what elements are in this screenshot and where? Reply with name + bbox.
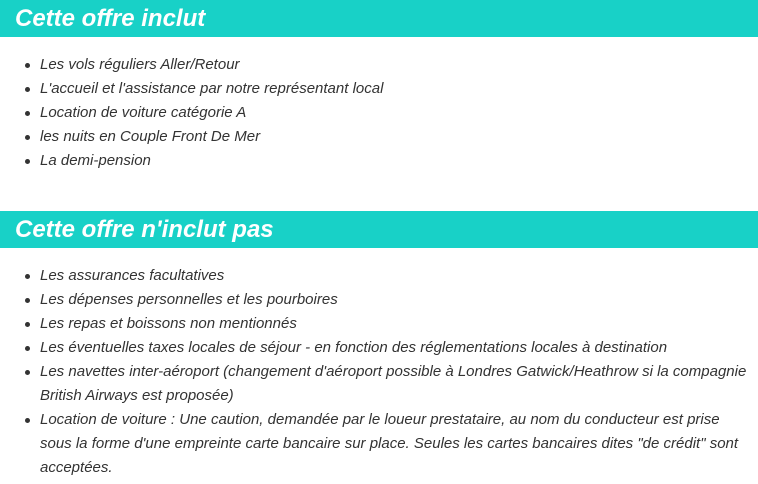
list-item: Les repas et boissons non mentionnés <box>40 312 748 336</box>
list-item: les nuits en Couple Front De Mer <box>40 125 748 149</box>
list-item: Location de voiture catégorie A <box>40 101 748 125</box>
included-section <box>0 0 758 173</box>
list-item: Les navettes inter-aéroport (changement d'aéroport possible à Londres Gatwick/Heathrow si la compagnie British Airways est proposée) <box>40 360 748 408</box>
excluded-title: Cette offre n'inclut pas <box>0 211 758 248</box>
list-item: Les dépenses personnelles et les pourboires <box>40 288 748 312</box>
excluded-list <box>0 264 758 480</box>
list-item: Les éventuelles taxes locales de séjour - en fonction des réglementations locales à destination <box>40 336 748 360</box>
list-item: La demi-pension <box>40 149 748 173</box>
included-list <box>0 53 758 173</box>
list-item: Les assurances facultatives <box>40 264 748 288</box>
included-title: Cette offre inclut <box>0 0 758 37</box>
list-item: Les vols réguliers Aller/Retour <box>40 53 748 77</box>
excluded-section <box>0 211 758 480</box>
list-item: L'accueil et l'assistance par notre représentant local <box>40 77 748 101</box>
list-item: Location de voiture : Une caution, demandée par le loueur prestataire, au nom du conducteur est prise sous la forme d'une empreinte carte bancaire sur place. Seules les cartes bancaires dites "de crédit" sont acceptées. <box>40 408 748 480</box>
